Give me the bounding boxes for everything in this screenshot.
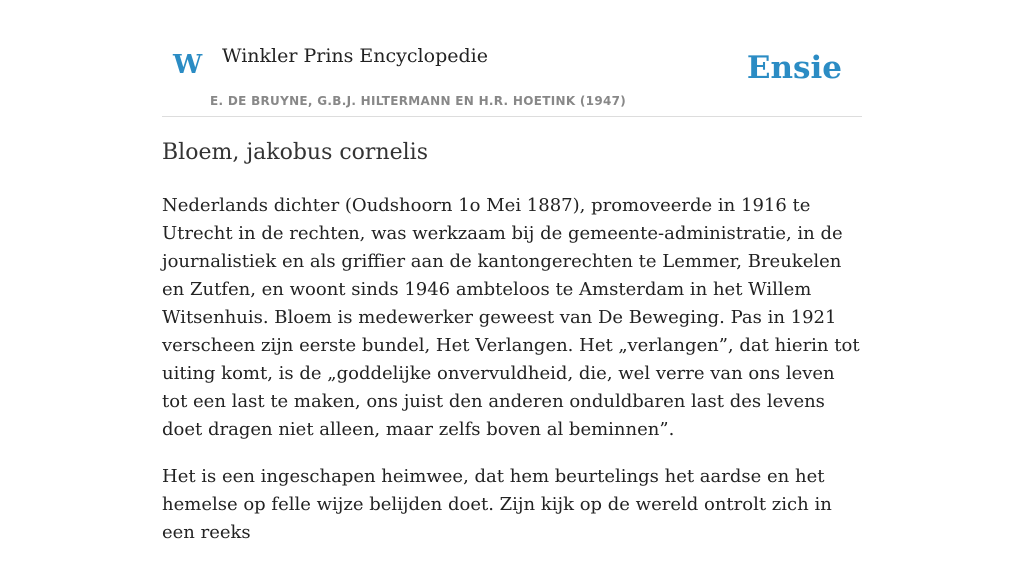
article-paragraph: Het is een ingeschapen heimwee, dat hem beurtelings het aardse en het hemelse op felle wijze belijden doet. Zijn kijk op de wereld ontrolt zich in een reeks bbox=[162, 466, 832, 543]
source-title[interactable]: Winkler Prins Encyclopedie bbox=[222, 45, 488, 67]
source-authors: E. DE BRUYNE, G.B.J. HILTERMANN EN H.R. HOETINK (1947) bbox=[210, 94, 627, 108]
ensie-logo-link[interactable]: Ensie bbox=[746, 50, 842, 86]
site-header bbox=[162, 40, 862, 117]
article-paragraph: Nederlands dichter (Oudshoorn 1o Mei 1887), promoveerde in 1916 te Utrecht in de rechten, was werkzaam bij de gemeente-administratie, in de journalistiek en als griffier aan de kantongerechten te Lemmer, Breukelen en Zutfen, en woont sinds 1946 ambteloos te Amsterdam in het Willem Witsenhuis. Bloem is medewerker geweest van De Beweging. Pas in 1921 verscheen zijn eerste bundel, Het Verlangen. Het „verlangen”, dat hierin tot uiting komt, is de „goddelijke onvervuldheid, die, wel verre van ons leven tot een last te maken, ons juist den anderen onduldbaren last des levens doet dragen niet alleen, maar zelfs boven al beminnen”. bbox=[162, 195, 860, 440]
article-title: Bloem, jakobus cornelis bbox=[162, 140, 428, 165]
article-body bbox=[162, 192, 862, 566]
source-logo[interactable]: W bbox=[173, 50, 203, 80]
